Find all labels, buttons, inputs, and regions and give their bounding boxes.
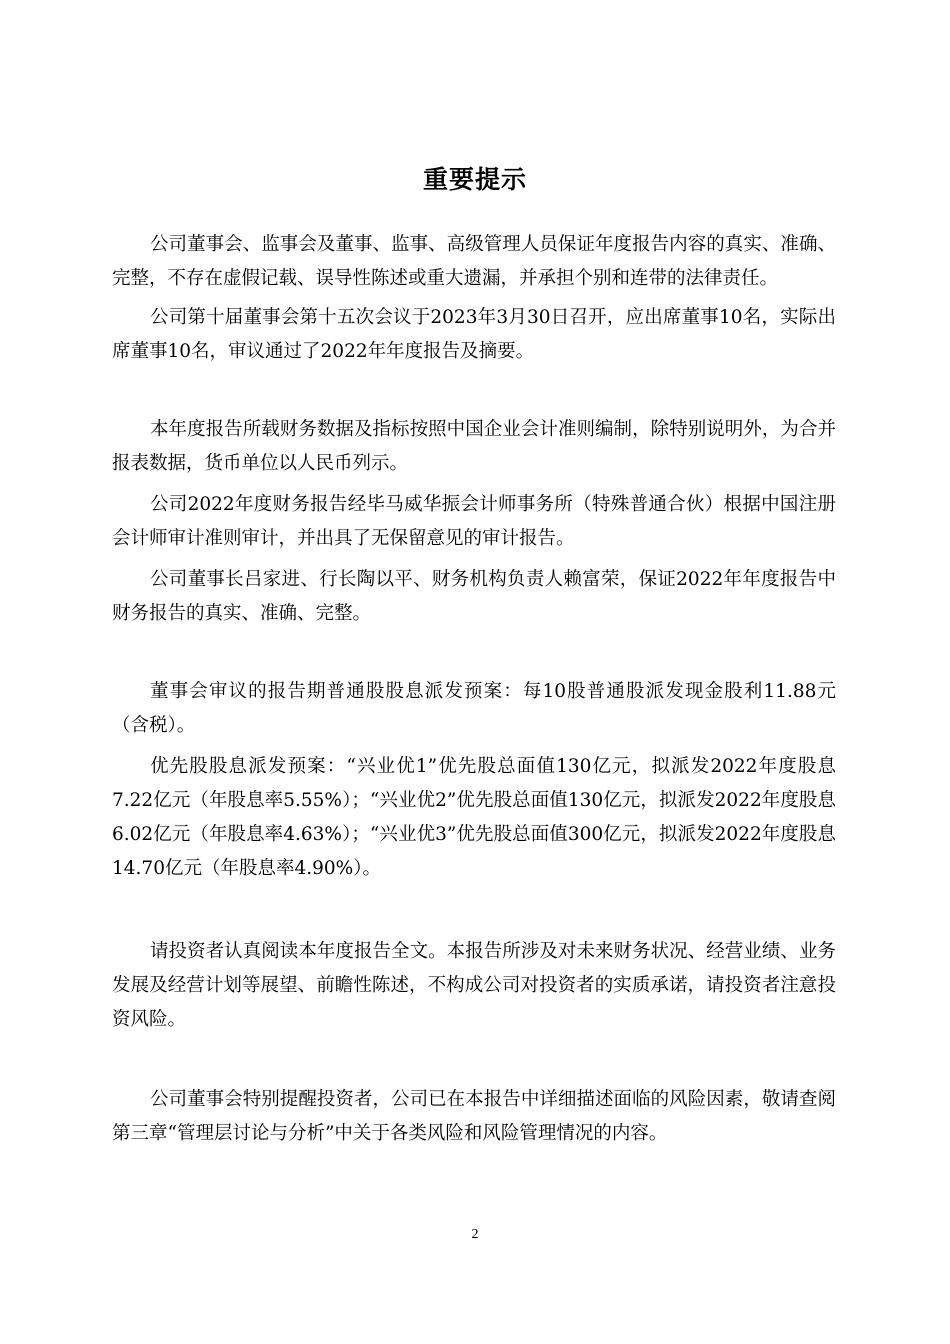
paragraph-responsibility-statement: 公司董事会、监事会及董事、监事、高级管理人员保证年度报告内容的真实、准确、完整，不存在虚假记载、误导性陈述或重大遗漏，并承担个别和连带的法律责任。 (112, 234, 836, 289)
paragraph-investor-notice: 请投资者认真阅读本年度报告全文。本报告所涉及对未来财务状况、经营业绩、业务发展及经营计划等展望、前瞻性陈述，不构成公司对投资者的实质承诺，请投资者注意投资风险。 (112, 941, 836, 1030)
paragraph-common-dividend: 董事会审议的报告期普通股股息派发预案：每10股普通股派发现金股利11.88元（含税）。 (112, 681, 836, 736)
page-number: 2 (471, 1227, 479, 1242)
page-title: 重要提示 (422, 165, 527, 194)
paragraph-board-meeting: 公司第十届董事会第十五次会议于2023年3月30日召开，应出席董事10名，实际出席董事10名，审议通过了2022年年度报告及摘要。 (112, 307, 836, 362)
paragraph-executive-guarantee: 公司董事长吕家进、行长陶以平、财务机构负责人赖富荣，保证2022年年度报告中财务报告的真实、准确、完整。 (112, 569, 836, 624)
paragraph-accounting-standards: 本年度报告所载财务数据及指标按照中国企业会计准则编制，除特别说明外，为合并报表数据，货币单位以人民币列示。 (112, 419, 836, 474)
paragraph-preferred-dividend: 优先股股息派发预案：“兴业优1”优先股总面值130亿元，拟派发2022年度股息7.22亿元（年股息率5.55%）；“兴业优2”优先股总面值130亿元，拟派发2022年度股息6.02亿元（年股息率4.63%）；“兴业优3”优先股总面值300亿元，拟派发2022年度股息14.70亿元（年股息率4.90%）。 (112, 756, 836, 879)
paragraph-audit-statement: 公司2022年度财务报告经毕马威华振会计师事务所（特殊普通合伙）根据中国注册会计师审计准则审计，并出具了无保留意见的审计报告。 (112, 494, 836, 549)
paragraph-risk-reminder: 公司董事会特别提醒投资者，公司已在本报告中详细描述面临的风险因素，敬请查阅第三章“管理层讨论与分析”中关于各类风险和风险管理情况的内容。 (112, 1089, 836, 1144)
